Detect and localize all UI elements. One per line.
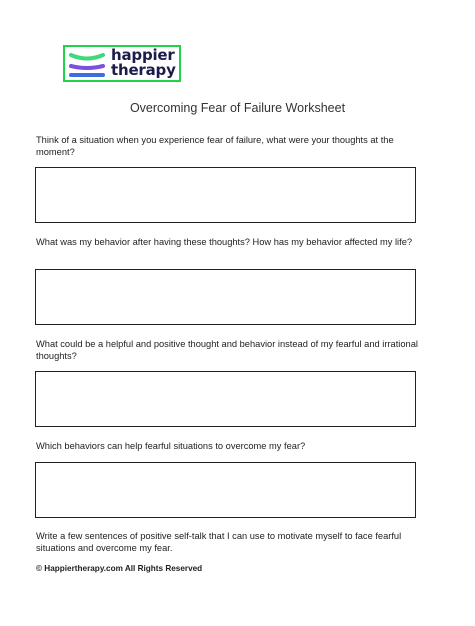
logo-word-happier: happier: [111, 46, 175, 64]
answer-box-4[interactable]: [35, 462, 416, 518]
question-2: What was my behavior after having these thoughts? How has my behavior affected my life?: [36, 237, 413, 247]
worksheet-title: Overcoming Fear of Failure Worksheet: [129, 101, 346, 115]
answer-box-3[interactable]: [35, 371, 416, 427]
copyright-footer: © Happiertherapy.com All Rights Reserved: [36, 564, 203, 573]
answer-box-2[interactable]: [35, 269, 416, 325]
logo-wordmark: [111, 48, 176, 78]
answer-box-1[interactable]: [35, 167, 416, 223]
question-3: What could be a helpful and positive thought and behavior instead of my fearful and irrational thoughts?: [36, 339, 418, 361]
question-4: Which behaviors can help fearful situations to overcome my fear?: [36, 441, 306, 451]
logo-wave-icon: [68, 50, 106, 80]
question-5: Write a few sentences of positive self-talk that I can use to motivate myself to face fearful situations and overcome my fear.: [36, 531, 402, 553]
question-1: Think of a situation when you experience fear of failure, what were your thoughts at the moment?: [36, 135, 394, 157]
happier-therapy-logo: [63, 45, 181, 82]
logo-word-therapy: therapy: [111, 61, 176, 79]
